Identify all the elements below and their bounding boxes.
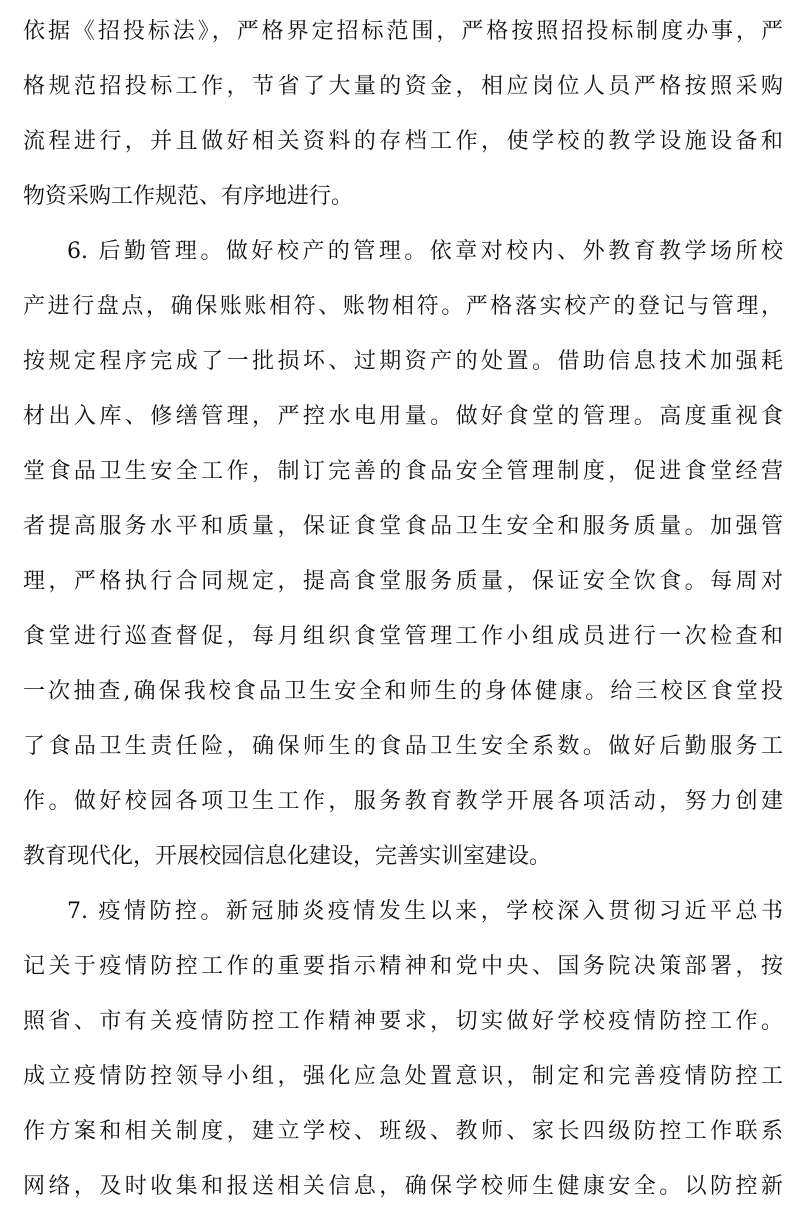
text-line: 产进行盘点，确保账账相符、账物相符。严格落实校产的登记与管理， — [23, 294, 783, 319]
text-line: 作方案和相关制度，建立学校、班级、教师、家长四级防控工作联系 — [23, 1119, 783, 1144]
text-line: 6. 后勤管理。做好校产的管理。依章对校内、外教育教学场所校 — [67, 239, 783, 264]
text-line: 按规定程序完成了一批损坏、过期资产的处置。借助信息技术加强耗 — [23, 349, 783, 374]
text-line: 一次抽查,确保我校食品卫生安全和师生的身体健康。给三校区食堂投 — [23, 679, 783, 704]
text-line: 依据《招投标法》，严格界定招标范围，严格按照招投标制度办事，严 — [23, 19, 783, 44]
text-line: 格规范招投标工作，节省了大量的资金，相应岗位人员严格按照采购 — [23, 74, 783, 99]
text-line: 了食品卫生责任险，确保师生的食品卫生安全系数。做好后勤服务工 — [23, 734, 783, 759]
text-line: 材出入库、修缮管理，严控水电用量。做好食堂的管理。高度重视食 — [23, 404, 783, 429]
text-line: 堂食品卫生安全工作，制订完善的食品安全管理制度，促进食堂经营 — [23, 459, 783, 484]
text-line: 理，严格执行合同规定，提高食堂服务质量，保证安全饮食。每周对 — [23, 569, 783, 594]
text-line: 食堂进行巡查督促，每月组织食堂管理工作小组成员进行一次检查和 — [23, 624, 783, 649]
text-line: 作。做好校园各项卫生工作，服务教育教学开展各项活动，努力创建 — [23, 789, 783, 814]
text-line: 成立疫情防控领导小组，强化应急处置意识，制定和完善疫情防控工 — [23, 1064, 783, 1089]
text-line: 记关于疫情防控工作的重要指示精神和党中央、国务院决策部署，按 — [23, 954, 783, 979]
text-line: 者提高服务水平和质量，保证食堂食品卫生安全和服务质量。加强管 — [23, 514, 783, 539]
text-line: 教育现代化，开展校园信息化建设，完善实训室建设。 — [23, 844, 552, 869]
text-line: 网络，及时收集和报送相关信息，确保学校师生健康安全。以防控新 — [23, 1174, 783, 1199]
text-line: 照省、市有关疫情防控工作精神要求，切实做好学校疫情防控工作。 — [23, 1009, 783, 1034]
text-line: 物资采购工作规范、有序地进行。 — [23, 184, 354, 209]
text-line: 7. 疫情防控。新冠肺炎疫情发生以来，学校深入贯彻习近平总书 — [67, 899, 783, 924]
text-line: 流程进行，并且做好相关资料的存档工作，使学校的教学设施设备和 — [23, 129, 783, 154]
